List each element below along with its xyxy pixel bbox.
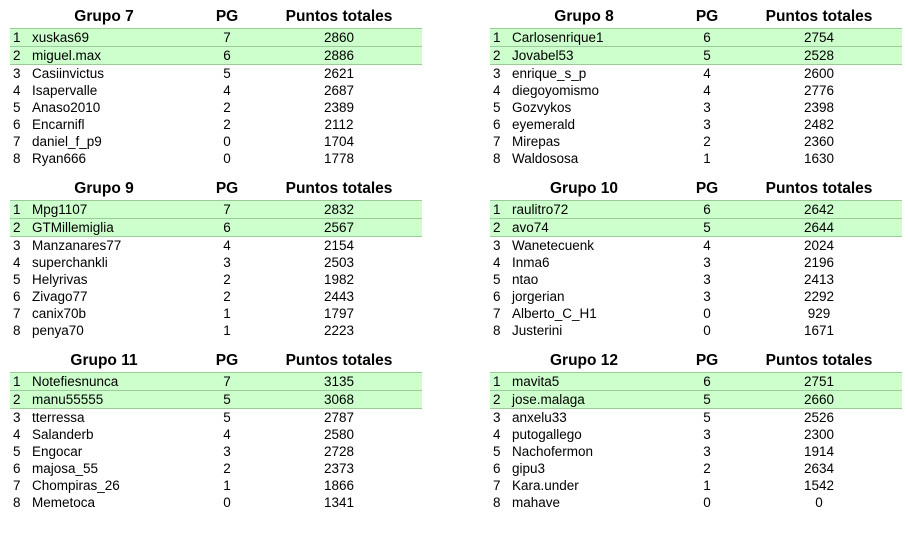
pg-cell: 1 [703, 478, 711, 493]
player-name-cell: Zivago77 [32, 289, 88, 304]
rank-cell: 5 [13, 444, 21, 459]
pg-cell: 6 [678, 201, 736, 219]
standings-row [490, 254, 902, 271]
points-cell: 1542 [803, 478, 835, 493]
player-name-cell: Notefiesnunca [30, 373, 198, 391]
rank-cell: 3 [493, 410, 501, 425]
points-cell: 3068 [256, 391, 422, 409]
points-cell: 1704 [323, 134, 355, 149]
pg-cell: 0 [703, 306, 711, 321]
rank-cell: 2 [10, 391, 30, 409]
player-name-cell: xuskas69 [30, 29, 198, 47]
rank-cell: 7 [493, 134, 501, 149]
points-cell: 1671 [803, 323, 835, 338]
group-table-4 [490, 178, 902, 339]
player-name-cell: Mirepas [512, 134, 561, 149]
standings-row [10, 219, 422, 237]
player-name-cell: jose.malaga [510, 391, 678, 409]
points-cell: 2644 [736, 219, 902, 237]
pg-cell: 3 [703, 255, 711, 270]
pg-cell: 4 [223, 83, 231, 98]
pg-cell: 0 [223, 495, 231, 510]
standings-row [10, 116, 422, 133]
standings-row [490, 373, 902, 391]
rank-cell: 5 [493, 444, 501, 459]
rank-cell: 1 [10, 373, 30, 391]
group-table-3 [10, 178, 422, 339]
points-cell: 2860 [256, 29, 422, 47]
standings-row [490, 201, 902, 219]
rank-cell: 3 [13, 238, 21, 253]
points-cell: 2787 [323, 410, 355, 425]
points-cell: 1914 [803, 444, 835, 459]
points-cell: 2886 [256, 47, 422, 65]
player-name-cell: canix70b [32, 306, 87, 321]
points-cell: 929 [807, 306, 831, 321]
standings-row [490, 237, 902, 255]
points-cell: 2751 [736, 373, 902, 391]
player-name-cell: Waldososa [512, 151, 579, 166]
standings-row [10, 237, 422, 255]
standings-row [10, 477, 422, 494]
group-table-6 [490, 350, 902, 511]
standings-row [490, 133, 902, 150]
pg-cell: 5 [223, 66, 231, 81]
player-name-cell: manu55555 [30, 391, 198, 409]
rank-cell: 8 [493, 323, 501, 338]
rank-cell: 8 [13, 323, 21, 338]
player-name-cell: mavita5 [510, 373, 678, 391]
standings-row [490, 477, 902, 494]
rank-cell: 1 [490, 29, 510, 47]
points-column-header: Puntos totales [285, 352, 393, 369]
standings-row [490, 391, 902, 409]
standings-row [10, 322, 422, 339]
pg-cell: 3 [703, 427, 711, 442]
points-column-header: Puntos totales [285, 8, 393, 25]
rank-cell: 3 [493, 238, 501, 253]
rank-cell: 4 [493, 427, 501, 442]
pg-cell: 3 [703, 289, 711, 304]
player-name-cell: ntao [512, 272, 539, 287]
points-cell: 2567 [256, 219, 422, 237]
rank-cell: 4 [13, 255, 21, 270]
rank-cell: 8 [13, 495, 21, 510]
pg-cell: 0 [223, 151, 231, 166]
rank-cell: 6 [493, 117, 501, 132]
points-column-header: Puntos totales [765, 8, 873, 25]
pg-cell: 4 [703, 238, 711, 253]
standings-row [10, 426, 422, 443]
rank-cell: 1 [490, 201, 510, 219]
standings-row [490, 47, 902, 65]
rank-cell: 6 [13, 289, 21, 304]
player-name-cell: mahave [512, 495, 561, 510]
pg-cell: 1 [223, 323, 231, 338]
player-name-cell: putogallego [512, 427, 582, 442]
pg-cell: 6 [198, 47, 256, 65]
pg-cell: 1 [223, 306, 231, 321]
player-name-cell: Nachofermon [512, 444, 594, 459]
rank-cell: 1 [490, 373, 510, 391]
standings-row [10, 443, 422, 460]
standings-row [490, 460, 902, 477]
standings-row [10, 271, 422, 288]
group-table-5 [10, 350, 422, 511]
player-name-cell: anxelu33 [512, 410, 567, 425]
pg-cell: 5 [678, 391, 736, 409]
pg-cell: 2 [223, 461, 231, 476]
standings-row [490, 116, 902, 133]
pg-cell: 5 [703, 410, 711, 425]
pg-cell: 2 [703, 461, 711, 476]
player-name-cell: avo74 [510, 219, 678, 237]
standings-row [490, 99, 902, 116]
standings-row [10, 150, 422, 167]
player-name-cell: Justerini [512, 323, 563, 338]
group-header-row [10, 178, 422, 201]
points-cell: 2526 [803, 410, 835, 425]
rank-cell: 3 [13, 66, 21, 81]
rank-cell: 5 [13, 272, 21, 287]
pg-cell: 1 [703, 151, 711, 166]
points-cell: 2398 [803, 100, 835, 115]
pg-column-header: PG [695, 8, 719, 25]
standings-row [10, 288, 422, 305]
points-cell: 2154 [323, 238, 355, 253]
pg-column-header: PG [215, 352, 239, 369]
standings-row [10, 305, 422, 322]
points-cell: 2621 [323, 66, 355, 81]
rank-cell: 7 [13, 478, 21, 493]
standings-row [490, 409, 902, 427]
player-name-cell: miguel.max [30, 47, 198, 65]
rank-cell: 4 [13, 427, 21, 442]
standings-row [490, 443, 902, 460]
rank-cell: 4 [493, 83, 501, 98]
points-cell: 2528 [736, 47, 902, 65]
rank-cell: 6 [493, 461, 501, 476]
points-column-header: Puntos totales [285, 180, 393, 197]
standings-row [490, 29, 902, 47]
rank-cell: 3 [493, 66, 501, 81]
rank-cell: 2 [490, 47, 510, 65]
rank-cell: 5 [493, 100, 501, 115]
points-cell: 1866 [323, 478, 355, 493]
standings-row [490, 219, 902, 237]
pg-cell: 2 [223, 100, 231, 115]
rank-cell: 7 [13, 134, 21, 149]
standings-row [10, 47, 422, 65]
pg-cell: 3 [703, 272, 711, 287]
pg-cell: 0 [703, 323, 711, 338]
points-cell: 2580 [323, 427, 355, 442]
points-cell: 2024 [803, 238, 835, 253]
group-title: Grupo 11 [70, 352, 138, 369]
standings-row [10, 65, 422, 83]
points-cell: 2832 [256, 201, 422, 219]
rank-cell: 3 [13, 410, 21, 425]
group-title: Grupo 12 [549, 352, 619, 369]
standings-row [490, 82, 902, 99]
player-name-cell: raulitro72 [510, 201, 678, 219]
pg-cell: 4 [223, 238, 231, 253]
player-name-cell: jorgerian [512, 289, 565, 304]
pg-cell: 2 [703, 134, 711, 149]
standings-row [10, 201, 422, 219]
player-name-cell: majosa_55 [32, 461, 99, 476]
pg-cell: 5 [678, 219, 736, 237]
rank-cell: 5 [493, 272, 501, 287]
player-name-cell: Carlosenrique1 [510, 29, 678, 47]
standings-row [490, 288, 902, 305]
pg-cell: 7 [198, 373, 256, 391]
player-name-cell: Isapervalle [32, 83, 98, 98]
rank-cell: 2 [490, 219, 510, 237]
pg-cell: 3 [703, 100, 711, 115]
points-cell: 2223 [323, 323, 355, 338]
player-name-cell: Wanetecuenk [512, 238, 595, 253]
player-name-cell: Salanderb [32, 427, 94, 442]
pg-column-header: PG [215, 180, 239, 197]
player-name-cell: Kara.under [512, 478, 579, 493]
player-name-cell: Alberto_C_H1 [512, 306, 597, 321]
group-header-row [10, 350, 422, 373]
pg-cell: 4 [223, 427, 231, 442]
player-name-cell: GTMillemiglia [30, 219, 198, 237]
rank-cell: 5 [13, 100, 21, 115]
standings-row [10, 254, 422, 271]
points-cell: 1982 [323, 272, 355, 287]
standings-row [10, 29, 422, 47]
standings-row [490, 426, 902, 443]
rank-cell: 8 [13, 151, 21, 166]
pg-cell: 7 [198, 201, 256, 219]
points-cell: 2660 [736, 391, 902, 409]
pg-column-header: PG [695, 180, 719, 197]
player-name-cell: Anaso2010 [32, 100, 101, 115]
points-cell: 2482 [803, 117, 835, 132]
pg-cell: 2 [223, 272, 231, 287]
standings-row [10, 494, 422, 511]
player-name-cell: Gozvykos [512, 100, 572, 115]
group-title: Grupo 9 [74, 180, 134, 197]
group-title: Grupo 7 [74, 8, 134, 25]
pg-column-header: PG [215, 8, 239, 25]
rank-cell: 2 [10, 47, 30, 65]
points-cell: 2389 [323, 100, 355, 115]
standings-row [10, 82, 422, 99]
player-name-cell: Ryan666 [32, 151, 87, 166]
player-name-cell: Engocar [32, 444, 83, 459]
rank-cell: 1 [10, 29, 30, 47]
player-name-cell: Helyrivas [32, 272, 88, 287]
group-header-row [490, 178, 902, 201]
standings-row [10, 373, 422, 391]
group-header-row [490, 6, 902, 29]
pg-cell: 1 [223, 478, 231, 493]
pg-cell: 4 [703, 66, 711, 81]
standings-row [10, 409, 422, 427]
rank-cell: 4 [13, 83, 21, 98]
player-name-cell: Casiinvictus [32, 66, 105, 81]
points-cell: 2728 [323, 444, 355, 459]
player-name-cell: enrique_s_p [512, 66, 587, 81]
points-cell: 1341 [323, 495, 355, 510]
pg-cell: 6 [678, 373, 736, 391]
rank-cell: 6 [13, 117, 21, 132]
points-cell: 2360 [803, 134, 835, 149]
points-cell: 2634 [803, 461, 835, 476]
group-header-row [490, 350, 902, 373]
player-name-cell: gipu3 [512, 461, 546, 476]
pg-cell: 5 [223, 410, 231, 425]
standings-row [490, 65, 902, 83]
rank-cell: 7 [13, 306, 21, 321]
pg-cell: 4 [703, 83, 711, 98]
standings-row [10, 391, 422, 409]
group-title: Grupo 8 [554, 8, 614, 25]
pg-cell: 3 [223, 255, 231, 270]
player-name-cell: daniel_f_p9 [32, 134, 102, 149]
player-name-cell: penya70 [32, 323, 84, 338]
rank-cell: 6 [493, 289, 501, 304]
pg-cell: 2 [223, 289, 231, 304]
group-table-1 [10, 6, 422, 167]
points-cell: 2754 [736, 29, 902, 47]
points-cell: 2776 [803, 83, 835, 98]
points-cell: 1778 [323, 151, 355, 166]
points-cell: 2687 [323, 83, 355, 98]
points-cell: 2413 [803, 272, 835, 287]
points-cell: 2196 [803, 255, 835, 270]
points-cell: 2300 [803, 427, 835, 442]
pg-cell: 2 [223, 117, 231, 132]
pg-cell: 7 [198, 29, 256, 47]
player-name-cell: Memetoca [32, 495, 96, 510]
rank-cell: 8 [493, 151, 501, 166]
points-cell: 2642 [736, 201, 902, 219]
points-cell: 2443 [323, 289, 355, 304]
standings-row [490, 322, 902, 339]
pg-cell: 0 [223, 134, 231, 149]
player-name-cell: Encarnifl [32, 117, 85, 132]
rank-cell: 6 [13, 461, 21, 476]
points-cell: 2503 [323, 255, 355, 270]
player-name-cell: Jovabel53 [510, 47, 678, 65]
player-name-cell: Manzanares77 [32, 238, 122, 253]
standings-row [10, 133, 422, 150]
standings-row [490, 271, 902, 288]
points-cell: 3135 [256, 373, 422, 391]
standings-row [490, 305, 902, 322]
rank-cell: 1 [10, 201, 30, 219]
rank-cell: 2 [490, 391, 510, 409]
pg-cell: 0 [703, 495, 711, 510]
pg-cell: 6 [678, 29, 736, 47]
rank-cell: 7 [493, 478, 501, 493]
group-title: Grupo 10 [549, 180, 619, 197]
rank-cell: 2 [10, 219, 30, 237]
pg-cell: 5 [198, 391, 256, 409]
points-column-header: Puntos totales [765, 180, 873, 197]
points-cell: 0 [815, 495, 823, 510]
player-name-cell: diegoyomismo [512, 83, 600, 98]
pg-cell: 3 [703, 117, 711, 132]
standings-row [490, 150, 902, 167]
rank-cell: 4 [493, 255, 501, 270]
rank-cell: 8 [493, 495, 501, 510]
points-cell: 2112 [324, 117, 354, 132]
pg-cell: 3 [223, 444, 231, 459]
player-name-cell: tterressa [32, 410, 85, 425]
groups-grid [10, 6, 902, 511]
pg-cell: 5 [678, 47, 736, 65]
player-name-cell: eyemerald [512, 117, 576, 132]
pg-cell: 3 [703, 444, 711, 459]
points-cell: 2600 [803, 66, 835, 81]
pg-column-header: PG [695, 352, 719, 369]
group-header-row [10, 6, 422, 29]
standings-row [10, 99, 422, 116]
points-cell: 2373 [323, 461, 355, 476]
pg-cell: 6 [198, 219, 256, 237]
points-column-header: Puntos totales [765, 352, 873, 369]
group-table-2 [490, 6, 902, 167]
rank-cell: 7 [493, 306, 501, 321]
standings-row [490, 494, 902, 511]
points-cell: 2292 [803, 289, 835, 304]
points-cell: 1630 [803, 151, 835, 166]
standings-row [10, 460, 422, 477]
points-cell: 1797 [323, 306, 355, 321]
player-name-cell: superchankli [32, 255, 108, 270]
player-name-cell: Mpg1107 [30, 201, 198, 219]
player-name-cell: Chompiras_26 [32, 478, 120, 493]
player-name-cell: Inma6 [512, 255, 550, 270]
